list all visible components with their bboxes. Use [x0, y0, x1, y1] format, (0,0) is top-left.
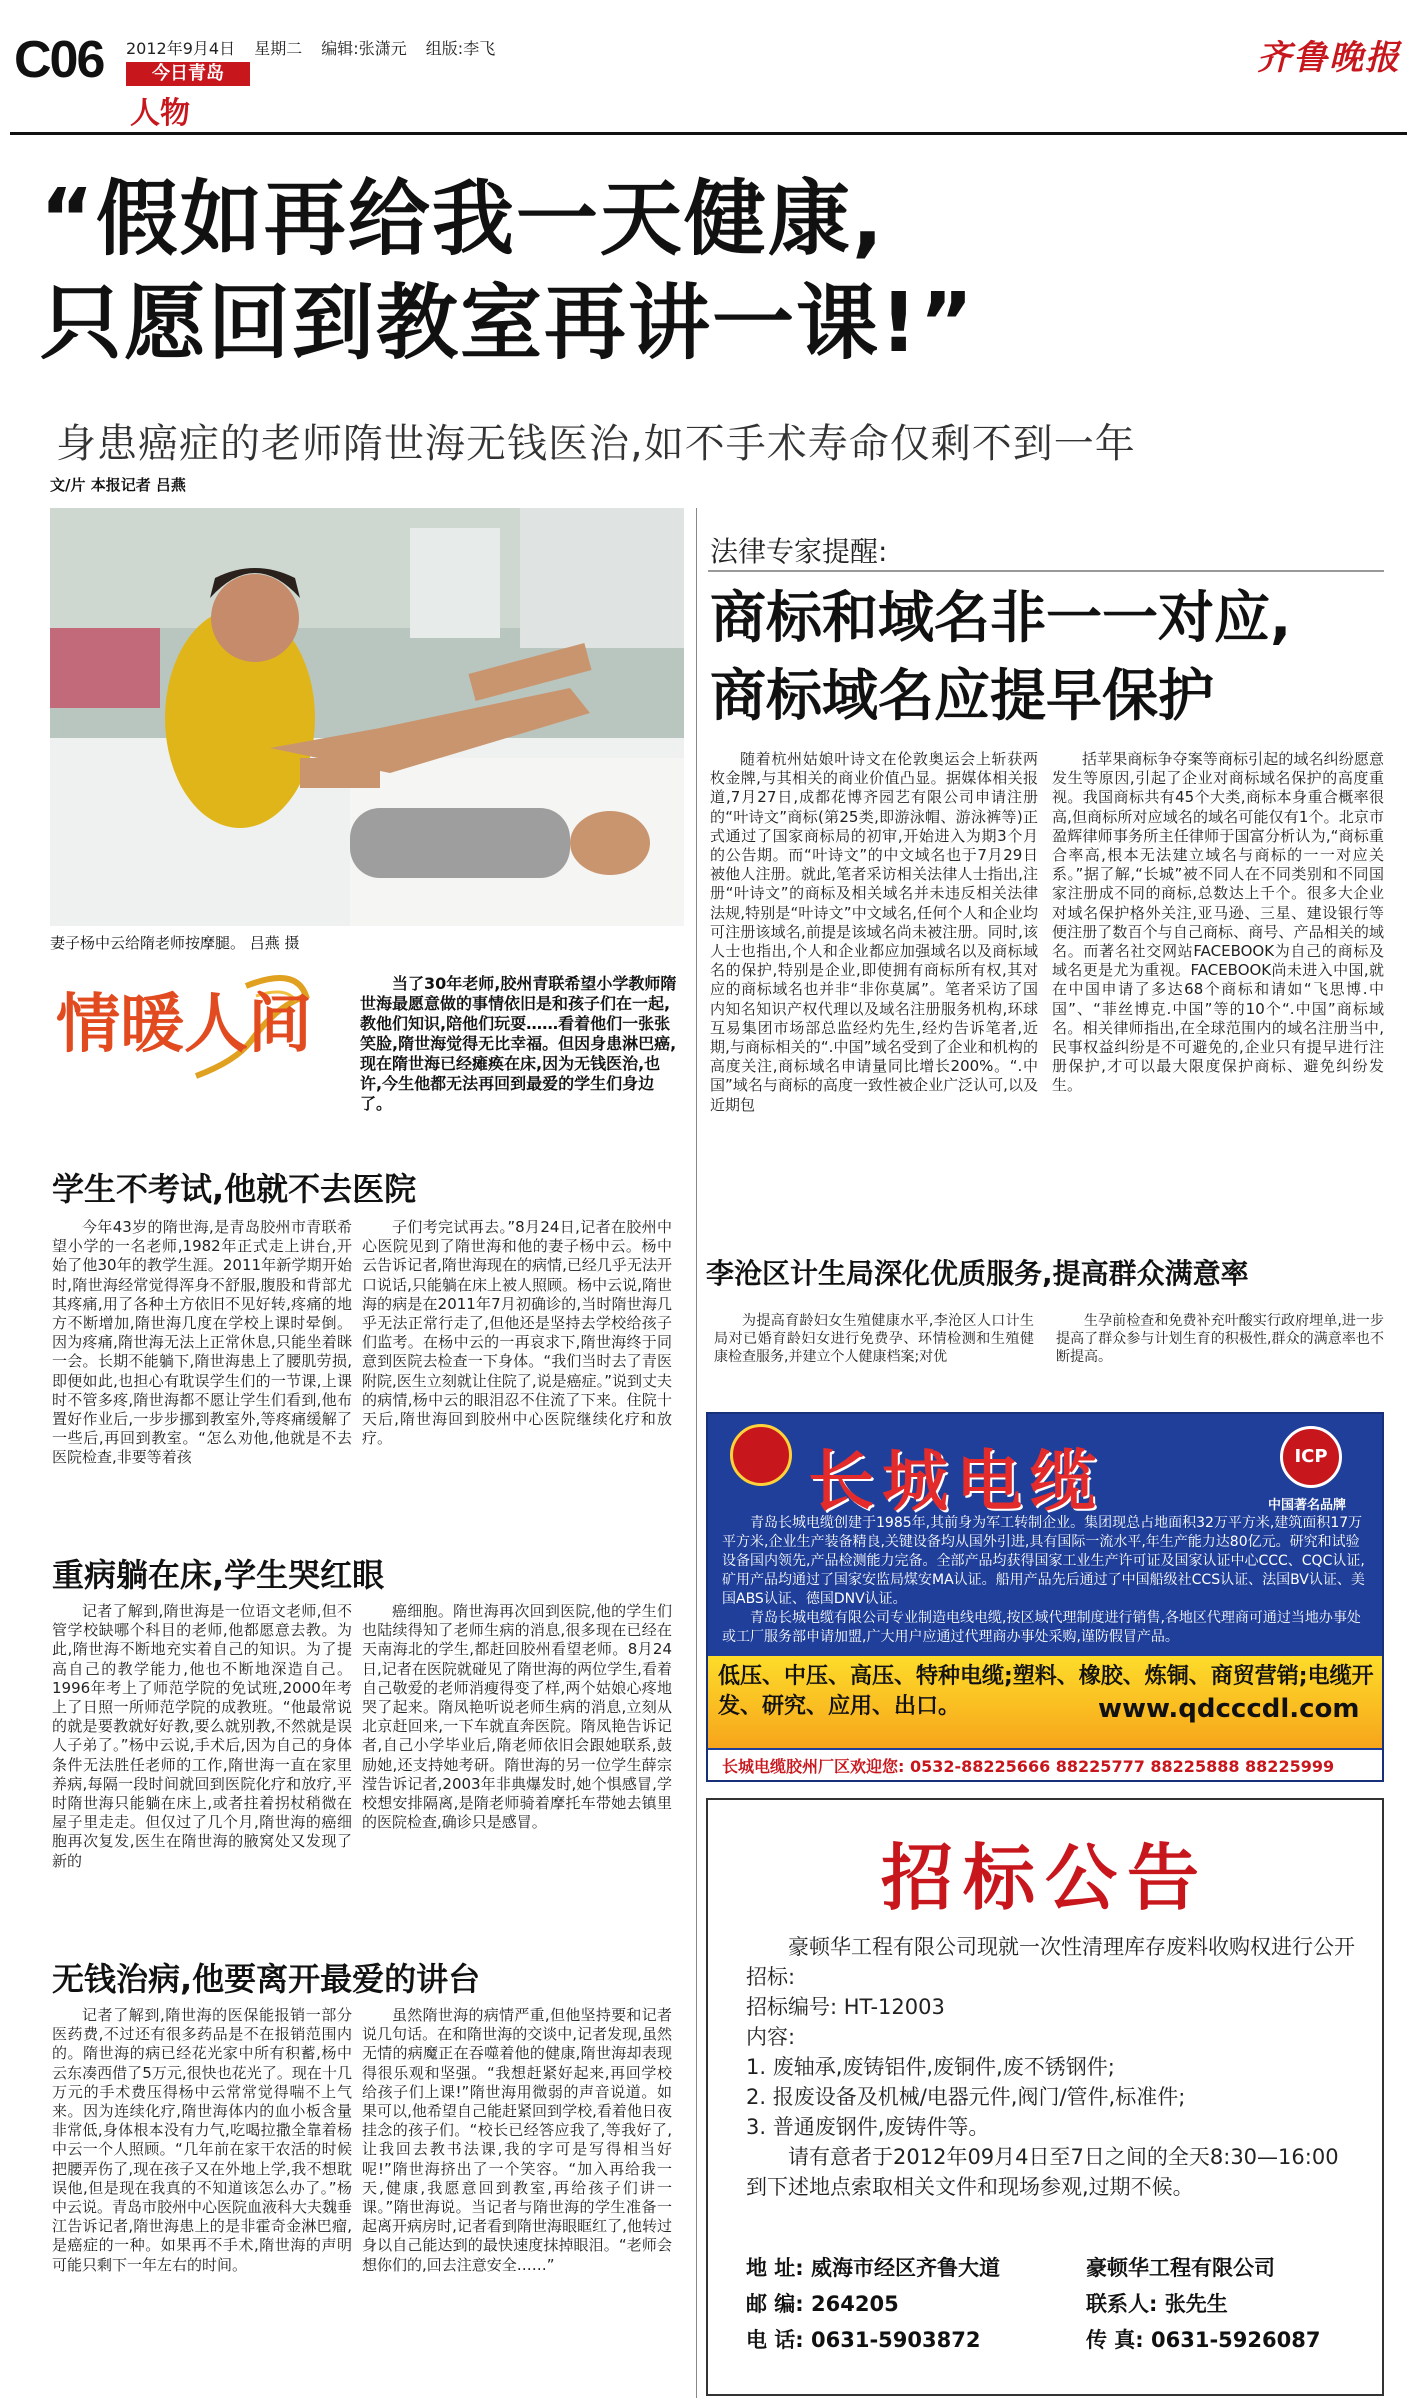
issue-date: 2012年9月4日 — [126, 39, 236, 58]
page-number: C06 — [14, 31, 104, 89]
legal-rule — [708, 570, 1384, 572]
section-tag: 今日青岛 — [126, 62, 250, 86]
section-1-column-1: 今年43岁的隋世海,是青岛胶州市青联希望小学的一名老师,1982年正式走上讲台,开始了他30年的教学生涯。2011年新学期开始时,隋世海经常觉得浑身不舒服,腹股和背部尤其疼痛,用了各种土方依旧不见好转,疼痛的地方不断增加,隋世海几度在学校上课时晕倒。因为疼痛,隋世海无法上正常休息,只能坐着眯一会。长期不能躺下,隋世海患上了腰肌劳损,即便如此,也担心有耽误学生们的一节课,上课时不管多疼,隋世海都不愿让学生们看到,他布置好作业后,一步步挪到教室外,等疼痛缓解了一些后,再回到教室。“怎么劝他,他就是不去医院检查,非要等着孩 — [52, 1218, 352, 1467]
section-1-heading: 学生不考试,他就不去医院 — [52, 1170, 417, 1208]
licang-news-column-2: 生孕前检查和免费补充叶酸实行政府埋单,进一步提高了群众参与计划生育的积极性,群众的满意率也不断提高。 — [1056, 1313, 1384, 1365]
legal-column-1: 随着杭州姑娘叶诗文在伦敦奥运会上斩获两枚金牌,与其相关的商业价值凸显。据媒体相关报道,7月27日,成都花博齐园艺有限公司申请注册的“叶诗文”商标(第25类,即游泳帽、游泳裤等)正式通过了国家商标局的初审,开始进入为期3个月的公告期。而“叶诗文”的中文域名也于7月29日被他人注册。就此,笔者采访相关法律人士指出,注册“叶诗文”的商标及相关域名并未违反相关法律法规,特别是“叶诗文”中文域名,任何个人和企业均可注册该域名,前提是该域名尚未被注册。同时,该人士也指出,个人和企业都应加强域名以及商标域名的保护,特别是企业,即使拥有商标所有权,其对应的商标域名也并非“非你莫属”。笔者采访了国内知名知识产权代理以及域名注册服务机构,环球互易集团市场部总监经灼先生,经灼告诉笔者,近期,与商标相关的“.中国”域名受到了企业和机构的高度关注,商标域名申请量同比增长200%。“.中国”域名与商标的高度一致性被企业广泛认可,以及近期包 — [710, 750, 1038, 1114]
tender-content-label: 内容: — [746, 2025, 796, 2049]
tender-intro: 豪顿华工程有限公司现就一次性清理库存废料收购权进行公开招标: — [746, 1935, 1355, 1989]
headline-line-1: “假如再给我一天健康, — [40, 172, 886, 267]
section-2-column-1: 记者了解到,隋世海是一位语文老师,但不管学校缺哪个科目的老师,他都愿意去教。为此,隋世海不断地充实着自己的知识。为了提高自己的教学能力,他也不断地深造自己。1996年考上了师范学院的免试班,2000年考上了日照一所师范学院的成教班。“他最常说的就是要教就好好教,要么就别教,不然就是误人子弟了。”杨中云说,手术后,因为自己的身体条件无法胜任老师的工作,隋世海一直在家里养病,每隔一段时间就回到医院化疗和放疗,平时隋世海只能躺在床上,或者拄着拐杖稍微在屋子里走走。但仅过了几个月,隋世海的癌细胞再次复发,医生在隋世海的腋窝处又发现了新的 — [52, 1602, 352, 1870]
tender-item-1: 1. 废轴承,废铸铝件,废铜件,废不锈钢件; — [746, 2055, 1115, 2079]
licang-news-column-1: 为提高育龄妇女生殖健康水平,李沧区人口计生局对已婚育龄妇女进行免费孕、环情检测和生殖健康检查服务,并建立个人健康档案;对优 — [714, 1313, 1034, 1365]
section-3-column-2: 虽然隋世海的病情严重,但他坚持要和记者说几句话。在和隋世海的交谈中,记者发现,虽然无情的病魔正在吞噬着他的健康,隋世海却表现得很乐观和坚强。“我想赶紧好起来,再回学校给孩子们上课!”隋世海用微弱的声音说道。如果可以,他希望自己能赶紧回到学校,看着他日夜挂念的孩子们。“校长已经答应我了,等我好了,让我回去教书法课,我的字可是写得相当好呢!”隋世海挤出了一个笑容。“加入再给我一天,健康,我愿意回到教室,再给孩子们讲一课。”隋世海说。当记者与隋世海的学生准备一起离开病房时,记者看到隋世海眼眶红了,他转过身以自己能达到的最快速度抹掉眼泪。“老师会想你们的,回去注意安全……” — [362, 2006, 672, 2274]
tender-title: 招标公告 — [880, 1836, 1209, 1920]
tender-fax: 传 真: 0631-5926087 — [1086, 2328, 1321, 2352]
article-subtitle: 身患癌症的老师隋世海无钱医治,如不手术寿命仅剩不到一年 — [56, 421, 1136, 467]
section-2-column-2: 癌细胞。隋世海再次回到医院,他的学生们也陆续得知了老师生病的消息,很多现在已经在天南海北的学生,都赶回胶州看望老师。8月24日,记者在医院就碰见了隋世海的两位学生,看着自己敬爱的老师消瘦得变了样,两个姑娘心疼地哭了起来。隋凤艳听说老师生病的消息,立刻从北京赶回来,一下车就直奔医院。隋凤艳告诉记者,自己小学毕业后,隋老师依旧会跟她联系,鼓励她,还支持她考研。隋世海的另一位学生薛宗滢告诉记者,2003年非典爆发时,她个惧感冒,学校想安排隔离,是隋老师骑着摩托车带她去镇里的医院检查,确诊只是感冒。 — [362, 1602, 672, 1832]
tender-item-3: 3. 普通废钢件,废铸件等。 — [746, 2115, 990, 2139]
issue-meta — [126, 36, 509, 59]
legal-headline-line-2: 商标域名应提早保护 — [710, 664, 1214, 729]
section-name: 人物 — [130, 96, 190, 131]
tender-contact — [746, 2250, 1356, 2358]
section-3-column-1: 记者了解到,隋世海的医保能报销一部分医药费,不过还有很多药品是不在报销范围内的。隋世海的病已经花光家中所有积蓄,杨中云东凑西借了5万元,很快也花光了。现在十几万元的手术费压得杨中云常常觉得喘不上气来。因为连续化疗,隋世海体内的血小板含量非常低,身体根本没有力气,吃喝拉撒全靠着杨中云一个人照顾。“几年前在家干农活的时候把腰弄伤了,现在孩子又在外地上学,我不想耽误他,但是现在我真的不知道该怎么办了。”杨中云说。青岛市胶州中心医院血液科大夫魏垂江告诉记者,隋世海患上的是非霍奇金淋巴瘤,是癌症的一种。如果再不手术,隋世海的声明可能只剩下一年左右的时间。 — [52, 2006, 353, 2274]
ad-body: 青岛长城电缆创建于1985年,其前身为军工转制企业。集团现总占地面积32万平方米,建筑面积17万平方米,企业生产装备精良,关键设备均从国外引进,具有国际一流水平,年生产能力达80亿元。研究和试验设备国内领先,产品检测能力完备。全部产品均获得国家工业生产许可证及国家认证中心CCC、CQC认证,矿用产品均通过了国家安监局煤安MA认证。船用产品先后通过了中国船级社CCS认证、法国BV认证、美国ABS认证、德国DNV认证。 青岛长城电缆有限公司专业制造电线电缆,按区域代理制度进行销售,各地区代理商可通过当地办事处或工厂服务部申请加盟,广大用户应通过代理商办事处采购,谨防假冒产品。 — [722, 1515, 1365, 1645]
headline-line-2: 只愿回到教室再讲一课!” — [40, 276, 976, 371]
tender-body — [746, 1932, 1356, 2202]
legal-kicker: 法律专家提醒: — [710, 535, 888, 568]
tender-phone: 电 话: 0631-5903872 — [746, 2328, 981, 2352]
photo-caption: 妻子杨中云给隋老师按摩腿。 吕燕 摄 — [50, 934, 300, 952]
section-1-column-2: 子们考完试再去。”8月24日,记者在胶州中心医院见到了隋世海和他的妻子杨中云。杨中云告诉记者,隋世海现在的病情,已经几乎无法开口说话,只能躺在床上被人照顾。杨中云说,隋世海的病是在2011年7月初确诊的,当时隋世海几乎无法正常行走了,但他还是坚持去学校给孩子们监考。在杨中云的一再哀求下,隋世海终于同意到医院去检查一下身体。“我们当时去了青医附院,医生立刻就让住院了,说是癌症。”说到丈夫的病情,杨中云的眼泪忍不住流了下来。住院十天后,隋世海回到胶州中心医院继续化疗和放疗。 — [362, 1218, 672, 1448]
section-3-heading: 无钱治病,他要离开最爱的讲台 — [52, 1960, 481, 1998]
page-header — [0, 0, 1417, 131]
ad-icp-icon: ICP — [1280, 1426, 1342, 1488]
tender-address: 地 址: 威海市经区齐鲁大道 — [746, 2256, 1001, 2280]
logo-text-qing: 情暖人间 — [56, 988, 312, 1062]
legal-headline-line-1: 商标和域名非一一对应, — [710, 586, 1292, 651]
article-intro: 当了30年老师,胶州青联希望小学教师隋世海最愿意做的事情依旧是和孩子们在一起,教他们知识,陪他们玩耍……看着他们一张张笑脸,隋世海觉得无比幸福。但因身患淋巴癌,现在隋世海已经瘫痪在床,因为无钱医治,也许,今生他都无法再回到最爱的学生们身边了。 — [360, 974, 677, 1113]
ad-emblem-icon — [730, 1424, 792, 1486]
ad-phone: 长城电缆胶州厂区欢迎您: 0532-88225666 88225777 88225888 88225999 — [708, 1750, 1384, 1782]
ad-products: 低压、中压、高压、特种电缆;塑料、橡胶、炼铜、商贸营销;电缆开发、研究、应用、出口。 — [718, 1664, 1374, 1719]
hospital-scene-image — [50, 508, 684, 926]
tender-contact-person: 联系人: 张先生 — [1086, 2292, 1228, 2316]
legal-column-2: 括苹果商标争夺案等商标引起的域名纠纷愿意发生等原因,引起了企业对商标域名保护的高度重视。我国商标共有45个大类,商标本身重合概率很高,但商标所对应域名的域名可能仅有1个。北京市盈辉律师事务所主任律师于国富分析认为,“商标重合率高,根本无法建立域名与商标的一一对应关系。”据了解,“长城”被不同人在不同类别和不同国家注册成不同的商标,总数达上千个。很多大企业对域名保护格外关注,亚马逊、三星、建设银行等便注册了数百个与自己商标、商号、产品相关的域名。而著名社交网站FACEBOOK为自己的商标及域名更是尤为重视。FACEBOOK尚未进入中国,就在中国申请了多达68个商标和请如“飞思博.中国”、“菲丝博克.中国”等的10个“.中国”商标域名。相关律师指出,在全球范围内的域名注册当中,民事权益纠纷是不可避免的,企业只有提早进行注册保护,才可以最大限度保护商标、避免纠纷发生。 — [1052, 750, 1384, 1095]
editor-credit: 编辑:张潇元 — [321, 39, 407, 58]
tender-item-2: 2. 报废设备及机械/电器元件,阀门/管件,标准件; — [746, 2085, 1186, 2109]
ad-famous-brand: 中国著名品牌 — [1268, 1498, 1347, 1513]
qingnuan-renjian-logo — [46, 966, 316, 1096]
article-byline: 文/片 本报记者 吕燕 — [50, 476, 186, 494]
ad-brand: 长城电缆 — [808, 1443, 1104, 1520]
section-2-heading: 重病躺在床,学生哭红眼 — [52, 1556, 385, 1594]
tender-deadline: 请有意者于2012年09月4日至7日之间的全天8:30—16:00到下述地点索取相关文件和现场参观,过期不候。 — [746, 2145, 1339, 2199]
main-headline — [40, 168, 1400, 376]
ad-url[interactable]: www.qdcccdl.com — [1098, 1694, 1360, 1724]
issue-weekday: 星期二 — [254, 39, 303, 58]
licang-news-headline: 李沧区计生局深化优质服务,提高群众满意率 — [706, 1257, 1249, 1290]
tender-postcode: 邮 编: 264205 — [746, 2292, 899, 2316]
legal-headline — [710, 580, 1291, 736]
article-photo — [50, 508, 684, 926]
tender-company: 豪顿华工程有限公司 — [1086, 2256, 1275, 2280]
tender-number: 招标编号: HT-12003 — [746, 1995, 945, 2019]
layout-credit: 组版:李飞 — [425, 39, 496, 58]
header-rule — [10, 132, 1407, 135]
tender-notice — [706, 1798, 1384, 2396]
newspaper-masthead: 齐鲁晚报 — [1257, 38, 1401, 78]
changcheng-cable-ad — [706, 1412, 1384, 1782]
column-divider — [696, 508, 697, 2398]
